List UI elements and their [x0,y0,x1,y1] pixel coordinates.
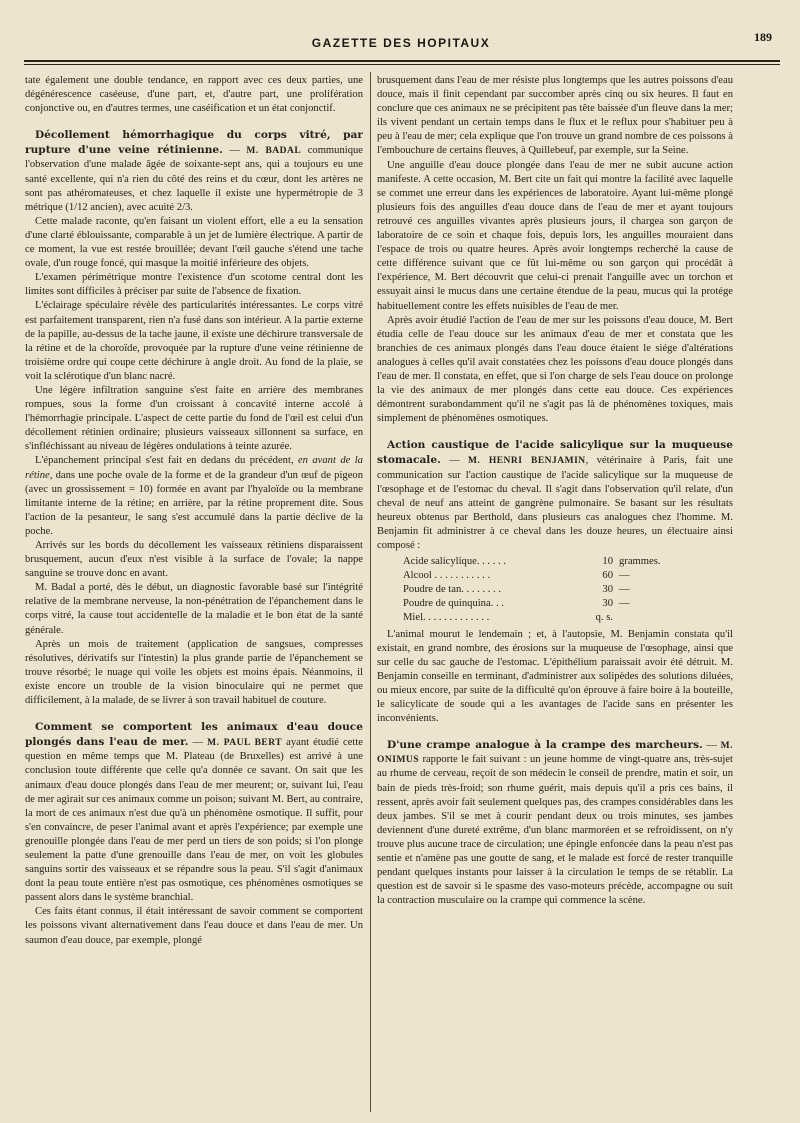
journal-title: GAZETTE DES HOPITAUX [311,36,491,50]
section-1-p1: communique l'observation d'une malade âgée de soixante-sept ans, qui a toujours eu une santé excellente, qui n'a rien du côté des reins et du cœur, dont les artères ne sont pas athéromateuses, et chez laquelle il existe une hypermétropie de 3 métrique (1/12 ancien), avec acuité 2/3. [25,145,363,213]
formula-row [403,597,699,611]
ingredient-unit: grammes. [619,556,661,568]
section-gap [25,116,363,128]
section-1-p9: Après un mois de traitement (application de sangsues, compresses résolutives, dérivatifs sur l'intestin) la plus grande partie de l'épanchement se trouve résorbé; le nuage qui voile les objets est moins épais. Néanmoins, il existe encore un trouble de la vision binoculaire qui ne permet que difficilement, à la malade, de se livrer à son travail habituel de couture. [25,638,363,707]
header-rule-thick [24,60,780,62]
section-1-p6-end: , dans une poche ovale de la forme et de la grandeur d'un œuf de pigeon (avec un grossissement = 10) formée en avant par l'hyaloïde ou la membrane limitante interne de la rétine; en arrière, par la rétine proprement dite. Sous l'action de la pesanteur, le sang s'est accumulé dans la partie déclive de la poche. [25,469,363,537]
section-3-title: Action caustique de l'acide salicylique sur la muqueuse stomacale. [377,439,733,467]
section-1-p2: Cette malade raconte, qu'en faisant un violent effort, elle a eu la sensation d'une clarté éblouissante, comparable à un jet de lumière électrique. A partir de ce moment, la vue est restée brouillée; devant l'œil gauche s'étend une tache ovale, d'un rouge foncé, qui masque la moitié inférieure des objets. [25,215,363,270]
column-divider [370,72,371,1112]
ingredient-name: Poudre de tan. . . . . . . . [403,584,501,596]
section-3-author: M. HENRI BENJAMIN [467,456,586,467]
section-1-p5: Une légère infiltration sanguine s'est faite en arrière des membranes rompues, sous la forme d'un croissant à concavité interne accolé à l'hémorrhagie principale. L'aspect de cette partie du fond de l'œil est celui d'un décollement rétinien ordinaire; plusieurs vaisseaux sillonnent sa surface, en s'infléchissant au niveau de légères ondulations à teinte azurée. [25,384,363,453]
ingredient-unit: — [619,598,630,610]
section-1-p6 [25,454,363,539]
ingredient-unit: — [619,570,630,582]
section-3-dash: — [440,455,468,467]
section-3-lead [377,438,733,553]
section-1-p6-start: L'épanchement principal s'est fait en dedans du précédent, [35,455,298,467]
section-4-title: D'une crampe analogue à la crampe des marcheurs. [387,739,703,752]
section-4-p1: rapporte le fait suivant : un jeune homme de vingt-quatre ans, très-sujet au rhume de cerveau, reçoit de son médecin le conseil de prendre, matin et soir, un bain de pieds très-froid; son rhume guérit, mais depuis qu'il a pris ces bains, il ressent, après avoir fait seulement quelques pas, des crampes considérables dans les deux jambes. S'il se met à courir pendant deux ou trois minutes, ses jambes deviennent d'une dureté extrême, d'un blanc marmoréen et se refroidissent, on n'y trouve plus aucune trace de circulation; une épingle enfoncée dans la peau n'est pas sentie et n'amène pas une goutte de sang, et le malade est forcé de rester tranquille pendant quelques instants pour laisser à la circulation le temps de se rétablir. La question est de savoir si le spasme des vaso-moteurs précède, accompagne ou suit la contraction musculaire ou la crampe qui commence la scène. [377,754,733,907]
section-3-p1: , vétérinaire à Paris, fait une communication sur l'action caustique de l'acide salicylique sur la muqueuse de l'œsophage et de l'estomac du cheval. Il s'agit dans l'observation qu'il relate, d'un cheval de neuf ans atteint de gangrène pulmonaire. Se basant sur les résultats heureux obtenus par Berthold, dans plusieurs cas analogues chez l'homme. M. Benjamin fit administrer à ce cheval dans les douze heures, un électuaire ainsi composé : [377,455,733,551]
section-2-dash: — [188,737,208,749]
page-number: 189 [754,30,772,44]
section-1-p3: L'examen périmétrique montre l'existence d'un scotome central dont les limites sont difficiles à préciser par suite de l'absence de fixation. [25,272,363,298]
eau-douce-paragraph: Après avoir étudié l'action de l'eau de mer sur les poissons d'eau douce, M. Bert étudia celle de l'eau douce sur les animaux d'eau de mer et constata que les branchies de ces animaux plongés dans l'eau douce étaient le siége d'altérations analogues à celles qu'il avait constatées chez les poissons d'eau douce plongés dans l'eau de mer. Il constata, en effet, que si l'on charge de sels l'eau douce on prolonge la vie des animaux de mer plongés dans cette eau douce. Ces expériences démontrent surabondamment qu'il ne s'agit pas là de phénomènes toxiques, mais simplement de phénomènes osmotiques. [377,314,733,425]
right-column [377,74,733,1114]
section-3-p2: L'animal mourut le lendemain ; et, à l'autopsie, M. Benjamin constata qu'il existait, en grand nombre, des érosions sur la muqueuse de l'œsophage, ainsi que sur celle du sac gauche de l'estomac. L'épithélium paraissait avoir été détruit. M. Benjamin conseille en terminant, d'administrer aux solipèdes des solutions diluées, ou mieux encore, par suite de la difficulté qu'on éprouve à faire boire à la bouteille, le salicylicate de soude qui a les avantages de l'acide sans en présenter les inconvénients. [377,628,733,725]
ingredient-quantity: q. s. [595,612,613,624]
ingredient-unit [619,611,699,625]
ingredient-quantity: 30 [602,598,613,610]
ingredient-name: Poudre de quinquina. . . [403,598,504,610]
ingredient-name: Miel. . . . . . . . . . . . . [403,612,490,624]
ingredient-quantity: 30 [602,584,613,596]
formula-row [403,611,699,625]
electuary-formula [403,555,699,625]
ingredient-quantity: 10 [602,556,613,568]
ingredient-quantity: 60 [602,570,613,582]
section-1-title: Décollement hémorrhagique du corps vitré, par rupture d'une veine rétinienne. [25,129,363,157]
ingredient-name: Alcool . . . . . . . . . . . [403,570,491,582]
section-gap [25,708,363,720]
section-2-p2: Ces faits étant connus, il était intéressant de savoir comment se comportent les poissons vivant alternativement dans l'eau douce et dans l'eau de mer. Un saumon d'eau douce, par exemple, plongé [25,906,363,946]
continued-paragraph: brusquement dans l'eau de mer résiste plus longtemps que les autres poissons d'eau douce, mais il finit cependant par succomber après cinq ou six heures. Il faut en conclure que ces animaux ne se précipitent pas tête baissée d'un fleuve dans la mer; ils vivent pendant un certain temps dans le flux et le reflux pour s'habituer peu à peu à l'eau de mer; cela explique que l'on trouve un grand nombre de ces poissons à l'embouchure de certains fleuves, à Quillebeuf, par exemple, sur la Seine. [377,75,733,157]
anguille-paragraph: Une anguille d'eau douce plongée dans l'eau de mer ne subit aucune action manifeste. A cette occasion, M. Bert cite un fait qui montre la facilité avec laquelle se commet une erreur dans les expériences de laboratoire. Ayant lui-même plongé plusieurs fois des anguilles d'eau douce dans de l'eau de mer et ayant toujours retrouvé ces anguilles vivantes après plusieurs jours, il chargea son garçon de laboratoire de ce soin et chaque fois, depuis lors, les anguilles mouraient dans l'espace de trois ou quatre heures. Après avoir longtemps recherché la cause de cette différence suivant que ce fût lui-même ou son garçon qui procédât à l'expérience, M. Bert découvrit que celui-ci prenait l'anguille avec un torchon et essuyait ainsi le mucus dans une certaine étendue de la peau, mucus qui la protége habituellement contre les effets nuisibles de l'eau de mer. [377,159,733,312]
section-1-p8: M. Badal a porté, dès le début, un diagnostic favorable basé sur l'intégrité relative de la membrane nerveuse, la non-pénétration de l'épanchement dans le corps vitré, la cause tout accidentelle de la maladie et le bon état de la santé générale. [25,582,363,636]
header-rule-thin [24,64,780,65]
section-gap [377,426,733,438]
page-header [22,30,780,58]
section-4-lead [377,738,733,908]
section-1-p4: L'éclairage spéculaire révèle des particularités intéressantes. Le corps vitré est parfaitement transparent, rien n'a fusé dans son intérieur. A la partie externe de la papille, au-dessus de la tache jaune, il existe une déchirure transversale de la rétine et de la choroïde, provoquée par la rupture d'une veine rétinienne de troisième ordre qui coupe cette déchirure à angle droit. Au fond de la plaie, se voit la sclérotique d'un blanc nacré. [25,300,363,382]
section-2-p1: ayant étudié cette question en même temps que M. Plateau (de Bruxelles) est arrivé à une conclusion toute différente que celle qu'a donnée ce savant. On sait que les animaux d'eau douce plongés dans l'eau de mer meurent; or, suivant lui, l'eau de mer agirait sur ces animaux comme un poison; suivant M. Bert, au contraire, la mort de ces animaux n'est due qu'à un phénomène osmotique. Il suffit, pour s'en convaincre, de peser l'animal avant et après l'expérience; par exemple une grenouille plongée dans l'eau de mer perd un tiers de son poids; si l'on plonge seulement la patte d'une grenouille dans l'eau de mer, on voit les globules sanguins sortir des vaisseaux et se répandre sous la peau. S'il s'agit d'animaux dont la peau toute entière n'est pas osmotique, ces phénomènes osmotiques se passent alors dans le système branchial. [25,737,363,904]
intro-paragraph: tate également une double tendance, en rapport avec ces deux parties, une dégénérescence caséeuse, d'une part, et, d'autre part, une prolifération conjonctive ou, en d'autres termes, une caséification et un état conjonctif. [25,75,363,115]
section-1-dash: — [222,145,247,157]
section-2-lead [25,720,363,905]
formula-row [403,583,699,597]
section-4-dash: — [702,740,721,752]
section-2-author: M. PAUL BERT [207,738,283,749]
section-1-p6-italic: en avant de la rétine [25,455,363,481]
section-1-p7: Arrivés sur les bords du décollement les vaisseaux rétiniens disparaissent brusquement, aucun d'eux n'est visible à la surface de l'ovale; la nappe sanguine se trouve donc en avant. [25,540,363,580]
section-2-title: Comment se comportent les animaux d'eau douce plongés dans l'eau de mer. [25,721,363,749]
section-gap [377,726,733,738]
section-4-author: M. ONIMUS [377,741,733,766]
ingredient-name: Acide salicylique. . . . . . [403,556,506,568]
formula-row [403,569,699,583]
formula-row [403,555,699,569]
section-1-author: M. BADAL [246,146,302,157]
ingredient-unit: — [619,584,630,596]
left-column [25,74,363,1114]
section-1-lead [25,128,363,215]
